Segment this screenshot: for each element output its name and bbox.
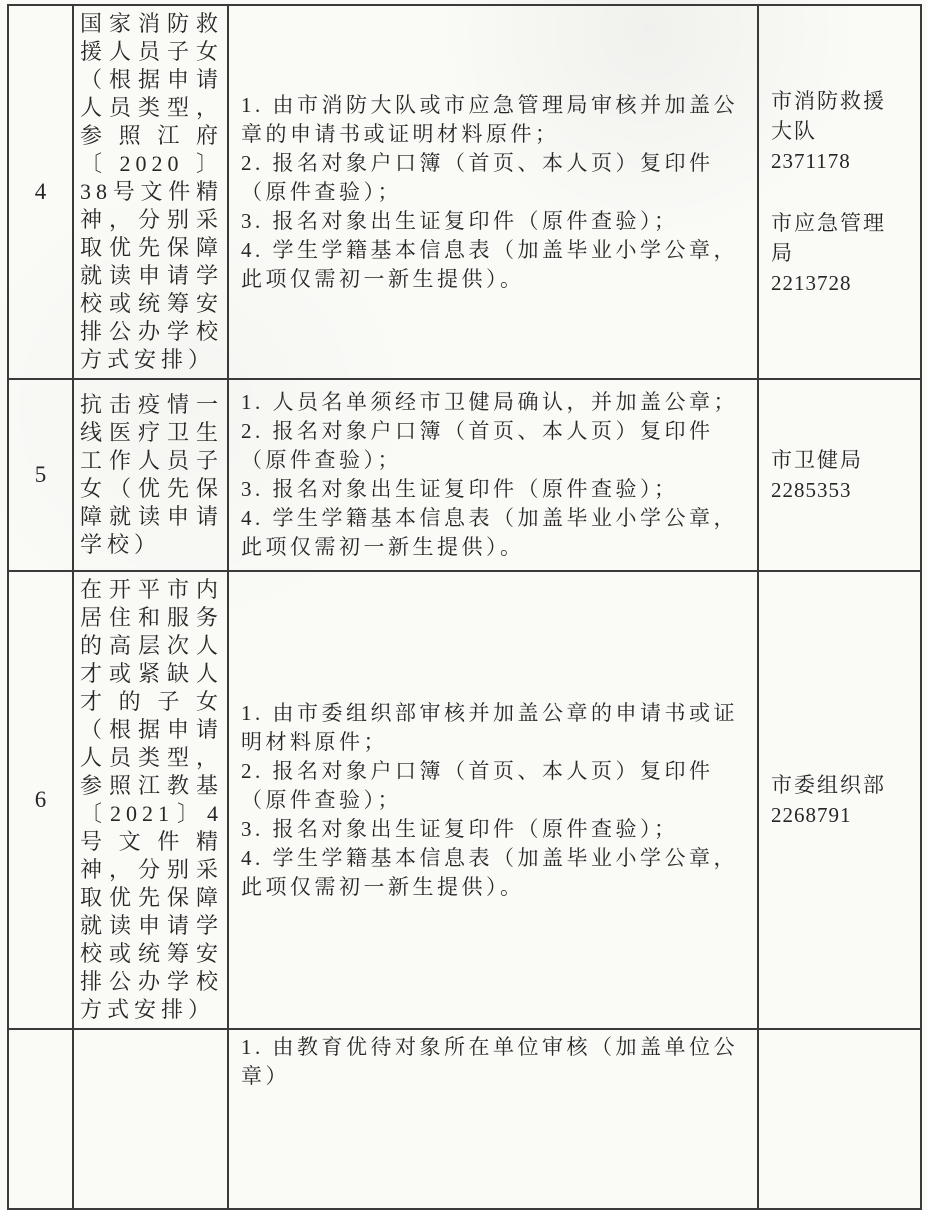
contact-phone: 2213728 (771, 271, 852, 295)
contact-entry (771, 86, 893, 176)
materials-item: 2. 报名对象户口簿（首页、本人页）复印件（原件查验）； (241, 758, 714, 812)
category-cell (73, 571, 228, 1029)
materials-cell (228, 1029, 758, 1209)
contact-org: 市委组织部 (771, 773, 886, 797)
contact-org: 市消防救援大队 (771, 89, 886, 143)
materials-cell (228, 379, 758, 571)
contact-cell (758, 5, 921, 379)
enrollment-policy-table (7, 4, 922, 1210)
contact-org: 市应急管理局 (771, 211, 886, 265)
contact-phone: 2285353 (771, 478, 852, 502)
category-cell (73, 5, 228, 379)
contact-phone: 2268791 (771, 803, 852, 827)
materials-cell (228, 571, 758, 1029)
row-number: 4 (8, 5, 73, 379)
table-row-partial (8, 1029, 921, 1209)
contact-entry (771, 208, 893, 298)
contact-cell (758, 571, 921, 1029)
contact-cell (758, 1029, 921, 1209)
materials-item: 4. 学生学籍基本信息表（加盖毕业小学公章，此项仅需初一新生提供）。 (241, 237, 738, 291)
materials-item: 3. 报名对象出生证复印件（原件查验）； (241, 477, 679, 501)
category-text: 国家消防救援人员子女（根据申请人员类型，参照江府〔2020〕38号文件精神，分别采取优先保障就读申请学校或统筹安排公办学校方式安排） (80, 11, 223, 372)
materials-item: 1. 由市委组织部审核并加盖公章的申请书或证明材料原件； (241, 700, 738, 754)
materials-item: 4. 学生学籍基本信息表（加盖毕业小学公章，此项仅需初一新生提供）。 (241, 506, 738, 559)
contact-entry (771, 445, 893, 505)
contact-org: 市卫健局 (771, 448, 863, 472)
materials-item: 2. 报名对象户口簿（首页、本人页）复印件（原件查验）； (241, 150, 714, 204)
row-number: 6 (8, 571, 73, 1029)
table-row (8, 571, 921, 1029)
contact-phone: 2371178 (771, 149, 851, 173)
materials-item: 3. 报名对象出生证复印件（原件查验）； (241, 816, 679, 841)
row-number: 5 (8, 379, 73, 571)
contact-cell (758, 379, 921, 571)
materials-item: 1. 由教育优待对象所在单位审核（加盖单位公章） (241, 1035, 738, 1088)
materials-cell (228, 5, 758, 379)
materials-item: 2. 报名对象户口簿（首页、本人页）复印件（原件查验）； (241, 419, 714, 472)
row-number (8, 1029, 73, 1209)
materials-item: 1. 由市消防大队或市应急管理局审核并加盖公章的申请书或证明材料原件； (241, 92, 738, 146)
category-cell (73, 379, 228, 571)
category-text: 抗击疫情一线医疗卫生工作人员子女（优先保障就读申请学校） (80, 392, 223, 557)
table-row (8, 379, 921, 571)
materials-item: 3. 报名对象出生证复印件（原件查验）； (241, 208, 679, 233)
category-text: 在开平市内居住和服务的高层次人才或紧缺人才的子女（根据申请人员类型，参照江教基〔2021〕4号文件精神，分别采取优先保障就读申请学校或统筹安排公办学校方式安排） (80, 577, 223, 1022)
contact-entry (771, 770, 893, 830)
materials-item: 1. 人员名单须经市卫健局确认，并加盖公章； (241, 390, 738, 414)
category-cell (73, 1029, 228, 1209)
materials-item: 4. 学生学籍基本信息表（加盖毕业小学公章，此项仅需初一新生提供）。 (241, 845, 738, 899)
table-row (8, 5, 921, 379)
